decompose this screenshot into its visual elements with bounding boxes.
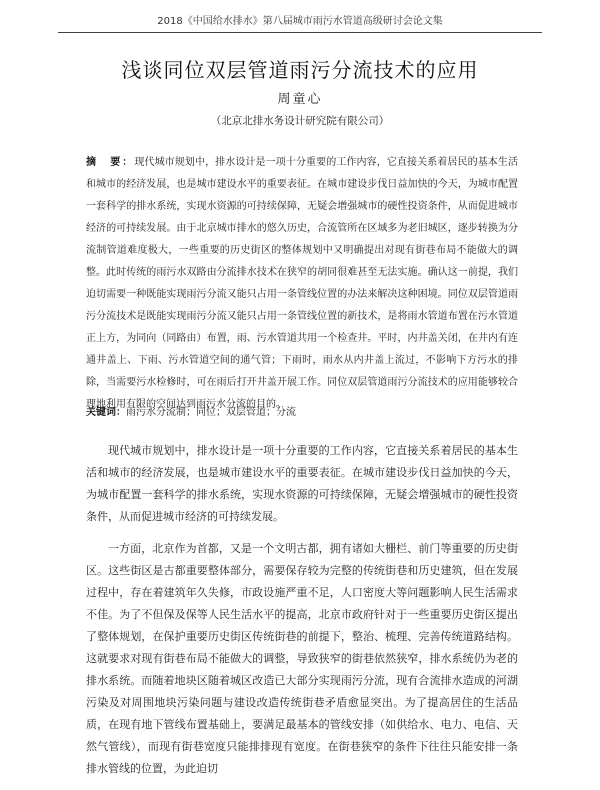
author-name: 周童心 (277, 92, 323, 107)
header-rule (58, 32, 542, 33)
paper-title: 浅谈同位双层管道雨污分流技术的应用 (121, 58, 479, 82)
running-header: 2018《中国给水排水》第八届城市雨污水管道高级研讨会论文集 (157, 16, 443, 27)
author-affiliation: （北京北排水务设计研究院有限公司） (210, 115, 390, 127)
body-text (86, 440, 518, 790)
abstract-label: 摘 要： (86, 157, 135, 168)
body-paragraph: 一方面，北京作为首都，又是一个文明古都，拥有诸如大栅栏、前门等重要的历史街区。这些街区是古都重要整体部分，需要保存较为完整的传统街巷和历史建筑，但在发展过程中，存在着建筑年久失修，市政设施严重不足，人口密度大等问题影响人民生活需求不佳。为了不但保及保等人民生活水平的提高，北京市政府针对于一些重要历史街区提出了整体规划，在保护重要历史街区传统街巷的前提下，整治、梳理、完善传统道路结构。这就要求对现有街巷布局不能做大的调整，导致狭窄的街巷依然狭窄，排水系统仍为老的排水系统。而随着地块区随着城区改造已大部分实现雨污分流，现有合流排水造成的河湖污染及对周围地块污染问题与建设改造传统街巷矛盾愈显突出。为了提高居住的生活品质，在现有地下管线布置基础上，要满足最基本的管线安排（如供给水、电力、电信、天然气管线），而现有街巷宽度只能排排现有宽度。在街巷狭窄的条件下往往只能安排一条排水管线的位置，为此迫切 (86, 542, 518, 775)
keywords (86, 404, 518, 422)
abstract-text: 现代城市规划中，排水设计是一项十分重要的工作内容，它直接关系着居民的基本生活和城市的经济发展，也是城市建设水平的重要表征。在城市建设步伐日益加快的今天，为城市配置一套科学的排水系统，实现水资源的可持续保障，无疑会增强城市的硬性投资条件，从而促进城市经济的可持续发展。由于北京城市排水的悠久历史，合流管所在区域多为老旧城区，逐步转换为分流制管道难度极大，一些重要的历史街区的整体规划中又明确提出对现有街巷布局不能做大的调整。此时传统的雨污水双路由分流排水技术在狭窄的胡同很难甚至无法实施。确认这一前提，我们迫切需要一种既能实现雨污分流又能只占用一条管线位置的办法来解决这种困境。同位双层管道雨污分流技术是既能实现雨污分流又能只占用一条管线位置的新技术，是将雨水管道布置在污水管道正上方，为同向（同路由）布置，雨、污水管道共用一个检查井。平时，内井盖关闭，在井内有连通井盖上、下雨、污水管道空间的通气管；下雨时，雨水从内井盖上流过，不影响下方污水的排除，当需要污水检修时，可在雨后打开井盖开展工作。同位双层管道雨污分流技术的应用能够较合理地利用有限的空间达到雨污水分流的目的。 (86, 157, 518, 410)
abstract (86, 152, 518, 416)
keywords-label: 关键词： (86, 407, 126, 418)
keywords-text: 雨污水分流制；同位；双层管道；分流 (126, 407, 296, 418)
body-paragraph: 现代城市规划中，排水设计是一项十分重要的工作内容，它直接关系着居民的基本生活和城市的经济发展，也是城市建设水平的重要表征。在城市建设步伐日益加快的今天，为城市配置一套科学的排水系统，实现水资源的可持续保障，无疑会增强城市的硬性投资条件，从而促进城市经济的可持续发展。 (86, 444, 518, 523)
